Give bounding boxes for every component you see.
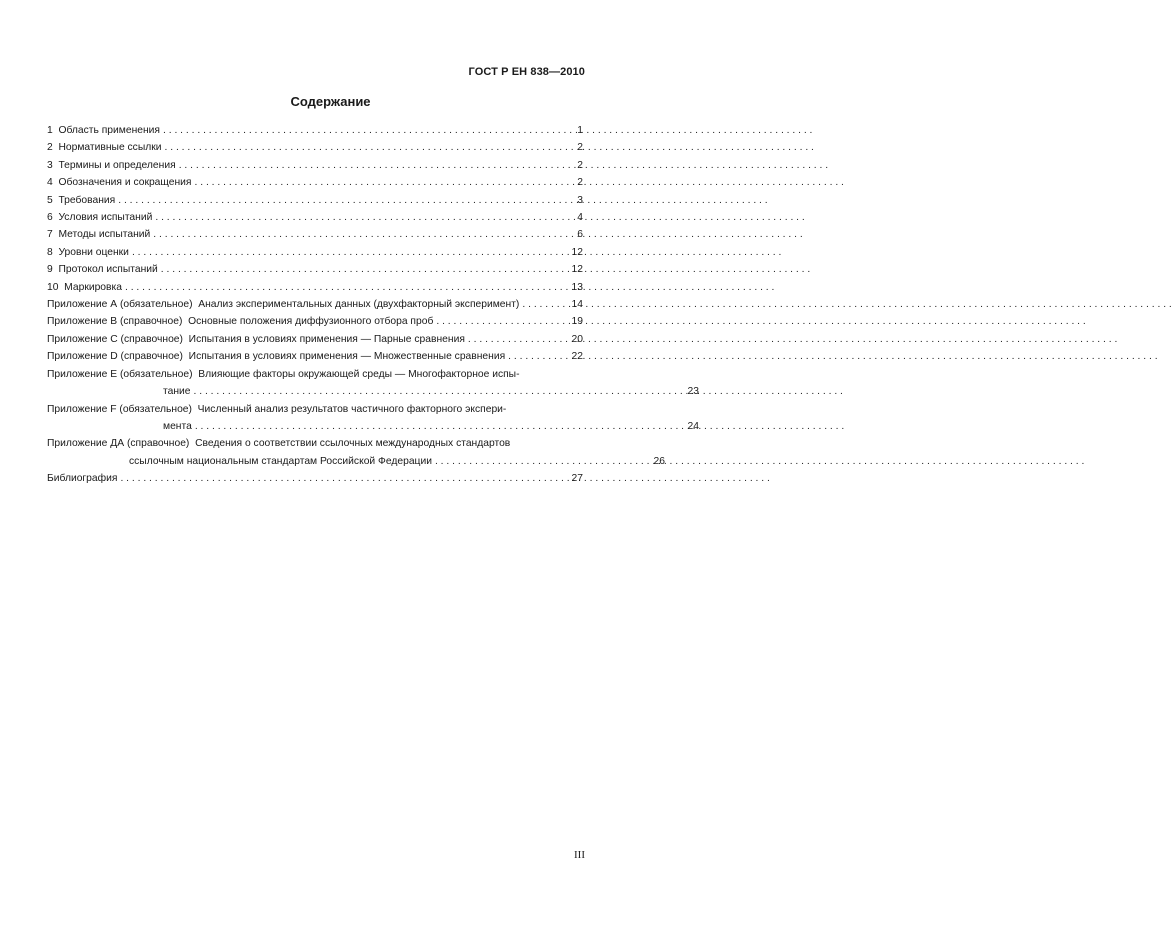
toc-entry-page: 2 bbox=[577, 177, 583, 189]
toc-entry-label: 2 Нормативные ссылки bbox=[47, 142, 162, 154]
toc-entry-label-line2: ссылочным национальным стандартам Российской Федерации bbox=[129, 455, 432, 467]
dot-leader bbox=[435, 453, 651, 470]
toc-entry-annex-b[interactable] bbox=[47, 313, 583, 330]
dot-leader bbox=[120, 470, 568, 487]
toc-entry-label: Библиография bbox=[47, 473, 118, 485]
toc-entry-assessment-levels[interactable] bbox=[47, 244, 583, 261]
toc-entry-page: 1 bbox=[577, 125, 583, 136]
toc-entry-label-line2: мента bbox=[163, 420, 192, 432]
dot-leader bbox=[161, 261, 569, 278]
toc-entry-page: 13 bbox=[571, 281, 583, 293]
dot-leader bbox=[508, 348, 568, 365]
toc-entry-label: 6 Условия испытаний bbox=[47, 212, 153, 224]
dot-leader bbox=[468, 331, 569, 348]
toc-entry-test-report[interactable] bbox=[47, 261, 583, 278]
toc-entry-page: 4 bbox=[577, 212, 583, 224]
toc-entry-test-conditions[interactable] bbox=[47, 209, 583, 226]
toc-entry-label: 10 Маркировка bbox=[47, 281, 122, 293]
toc-entry-symbols[interactable] bbox=[47, 174, 583, 191]
dot-leader bbox=[132, 244, 569, 261]
toc-entry-test-methods[interactable] bbox=[47, 226, 583, 243]
dot-leader bbox=[125, 279, 569, 296]
toc-entry-page: 26 bbox=[653, 455, 665, 467]
toc-entry-label: 3 Термины и определения bbox=[47, 159, 176, 171]
toc-entry-page: 24 bbox=[687, 420, 699, 432]
toc-entry-page: 3 bbox=[577, 194, 583, 206]
toc-entry-label: Приложение D (справочное) Испытания в условиях применения — Множественные сравнения bbox=[47, 351, 506, 363]
toc-entry-label: Приложение В (справочное) Основные положения диффузионного отбора проб bbox=[47, 316, 434, 328]
toc-entry-requirements[interactable] bbox=[47, 192, 583, 209]
page-number: III bbox=[574, 849, 585, 861]
toc-entry-page: 2 bbox=[577, 159, 583, 171]
dot-leader bbox=[194, 383, 685, 400]
toc-entry-annex-c[interactable] bbox=[47, 331, 583, 348]
dot-leader bbox=[179, 157, 575, 174]
toc-entry-page: 19 bbox=[571, 316, 583, 328]
toc-entry-label: 5 Требования bbox=[47, 194, 116, 206]
toc-entry-terms[interactable] bbox=[47, 157, 583, 174]
dot-leader bbox=[195, 418, 685, 435]
toc-entry-page: 12 bbox=[571, 264, 583, 276]
dot-leader bbox=[153, 226, 574, 243]
table-of-contents bbox=[47, 122, 699, 488]
toc-entry-page: 27 bbox=[571, 473, 583, 485]
page-title: Содержание bbox=[290, 94, 371, 109]
toc-entry-annex-e[interactable] bbox=[47, 366, 699, 401]
toc-entry-label: Приложение А (обязательное) Анализ экспериментальных данных (двухфакторный эксперимент) bbox=[47, 299, 520, 311]
toc-entry-label-line2: тание bbox=[163, 386, 191, 398]
toc-entry-scope[interactable] bbox=[47, 122, 583, 139]
toc-entry-page: 20 bbox=[571, 333, 583, 345]
toc-entry-label: 9 Протокол испытаний bbox=[47, 264, 158, 276]
toc-entry-label: 7 Методы испытаний bbox=[47, 229, 151, 241]
dot-leader bbox=[163, 122, 574, 139]
dot-leader bbox=[155, 209, 574, 226]
dot-leader bbox=[522, 296, 568, 313]
dot-leader bbox=[165, 139, 575, 156]
standard-designation: ГОСТ Р ЕН 838—2010 bbox=[468, 66, 585, 78]
toc-entry-label: 1 Область применения bbox=[47, 125, 161, 136]
toc-entry-label-line1: Приложение ДА (справочное) Сведения о соответствии ссылочных международных стандартов bbox=[47, 438, 511, 450]
toc-entry-annex-d[interactable] bbox=[47, 348, 583, 365]
toc-entry-page: 12 bbox=[571, 246, 583, 258]
toc-entry-label: Приложение С (справочное) Испытания в условиях применения — Парные сравнения bbox=[47, 333, 465, 345]
toc-entry-page: 6 bbox=[577, 229, 583, 241]
toc-entry-bibliography[interactable] bbox=[47, 470, 583, 487]
toc-entry-annex-da[interactable] bbox=[47, 435, 665, 470]
toc-entry-label-line1: Приложение Е (обязательное) Влияющие факторы окружающей среды — Многофакторное испы- bbox=[47, 368, 520, 380]
toc-entry-label: 4 Обозначения и сокращения bbox=[47, 177, 192, 189]
toc-entry-label: 8 Уровни оценки bbox=[47, 246, 129, 258]
toc-entry-page: 23 bbox=[687, 386, 699, 398]
toc-entry-page: 22 bbox=[571, 351, 583, 363]
toc-entry-page: 2 bbox=[577, 142, 583, 154]
toc-entry-normative-references[interactable] bbox=[47, 139, 583, 156]
toc-entry-page: 14 bbox=[571, 299, 583, 311]
toc-entry-annex-f[interactable] bbox=[47, 401, 699, 436]
toc-entry-annex-a[interactable] bbox=[47, 296, 583, 313]
dot-leader bbox=[195, 174, 575, 191]
dot-leader bbox=[436, 313, 568, 330]
toc-entry-label-line1: Приложение F (обязательное) Численный анализ результатов частичного факторного экспери- bbox=[47, 403, 507, 415]
toc-entry-marking[interactable] bbox=[47, 279, 583, 296]
dot-leader bbox=[118, 192, 574, 209]
